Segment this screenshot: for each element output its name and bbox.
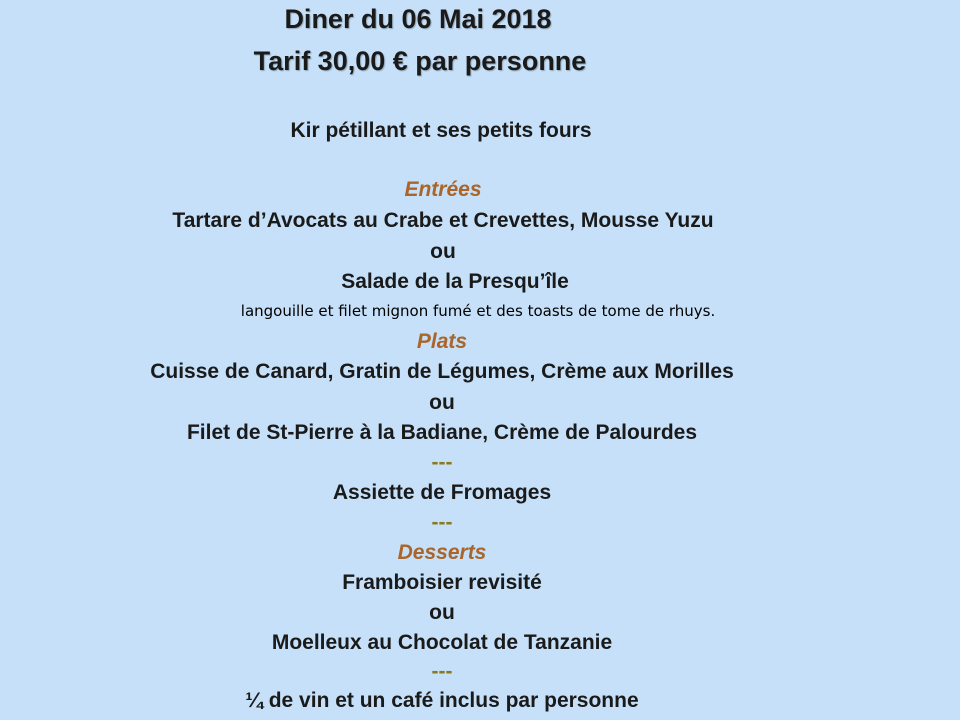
dessert-or: ou	[429, 601, 455, 624]
plat-option-1: Cuisse de Canard, Gratin de Légumes, Crème aux Morilles	[150, 360, 734, 383]
dessert-option-1: Framboisier revisité	[342, 571, 542, 594]
menu-title: Diner du 06 Mai 2018	[284, 4, 552, 34]
plat-option-2: Filet de St-Pierre à la Badiane, Crème de Palourdes	[186, 421, 698, 444]
plat-or: ou	[429, 391, 455, 414]
entree-option-2-detail: langouille et filet mignon fumé et des toasts de tome de rhuys.	[240, 302, 716, 320]
entree-option-2: Salade de la Presqu’île	[341, 270, 569, 293]
dessert-option-2: Moelleux au Chocolat de Tanzanie	[271, 631, 613, 654]
entree-option-1: Tartare d’Avocats au Crabe et Crevettes, Mousse Yuzu	[172, 209, 714, 232]
plats-heading: Plats	[416, 330, 468, 353]
menu-price: Tarif 30,00 € par personne	[253, 46, 587, 76]
separator-2: ---	[431, 511, 453, 534]
entrees-heading: Entrées	[404, 178, 482, 201]
separator-3: ---	[431, 660, 453, 683]
entree-or: ou	[430, 240, 456, 263]
fromages-line: Assiette de Fromages	[332, 481, 552, 504]
separator-1: ---	[431, 451, 453, 474]
desserts-heading: Desserts	[397, 541, 487, 564]
footer-line: ¼ de vin et un café inclus par personne	[245, 689, 639, 712]
aperitif-line: Kir pétillant et ses petits fours	[290, 119, 592, 142]
